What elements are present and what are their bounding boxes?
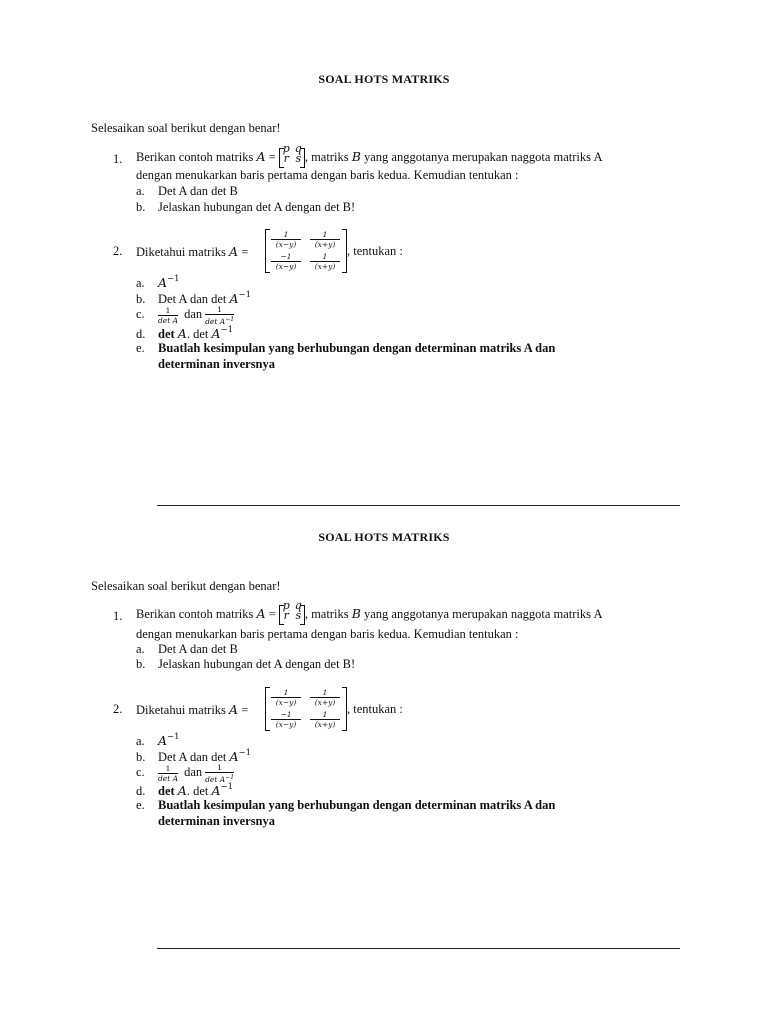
question-1-subitem-b: b. Jelaskan hubungan det A dengan det B! [136,657,356,671]
matrix-cell-s: s [295,152,302,166]
question-2-subitem-b: b. Det A dan $\det A^{-1}$ [136,748,252,764]
question-2-subitem-e-line-1: e. Buatlah kesimpulan yang berhubungan dengan determinan matriks A dan [136,798,556,812]
question-2-text-after: , tentukan : [347,244,403,258]
matrix-fraction-cell: $\frac{-1}{(x-y)}$ [271,252,301,271]
var-a: A [256,149,266,164]
matrix-a-fractions: $\frac{1}{(x-y)}$ $\frac{1}{(x+y)}$ $\frac{-1}{(x-y)}$ $\frac{1}{(x+y)}$ [265,687,347,731]
var-b: B [351,149,361,164]
question-2-subitem-d: d. det A. $\det A^{-1}$ [136,325,234,341]
page-title: SOAL HOTS MATRIKS [318,72,450,86]
worksheet-section-1 [0,0,768,470]
question-2-text-before: Diketahui matriks A = [136,244,249,259]
question-1-text-after: yang anggotanya merupakan naggota matriks A [360,150,603,164]
question-2-subitem-d: d. det A. $\det A^{-1}$ [136,782,234,798]
matrix-fraction-cell: $\frac{1}{(x+y)}$ [310,230,340,249]
matrix-fraction-cell: $\frac{1}{(x+y)}$ [310,252,340,271]
question-2-subitem-b: b. Det A dan $\det A^{-1}$ [136,290,252,306]
matrix-fraction-cell: $\frac{1}{(x-y)}$ [271,230,301,249]
question-2-subitem-c: c. $\frac{1}{\text{det A}}$ dan $\frac{1}{\det A^{-1}}$ [136,763,235,784]
question-2-subitem-a: a. $A^{-1}$ [136,274,180,290]
question-1-number: 1. [113,152,123,166]
fraction-one-over-det-a: $\frac{1}{\text{det A}}$ [158,306,179,325]
question-1-line-2: dengan menukarkan baris pertama dengan baris kedua. Kemudian tentukan : [136,627,519,641]
question-2-subitem-a: a. $A^{-1}$ [136,732,180,748]
question-2-subitem-c: c. $\frac{1}{\text{det A}}$ dan $\frac{1}{\det A^{-1}}$ [136,305,235,326]
worksheet-section-2: SOAL HOTS MATRIKS Selesaikan soal berikut dengan benar! 1. Berikan contoh matriks A = p q r s , matriks B yang anggotanya merupakan naggota matriks A dengan menukarkan baris pertama dengan baris kedua. Kemudian tentukan : a. Det A dan det B b. Jelaskan hubungan det A dengan det B! 2. Diketahui matriks A = $\frac{1}{(x-y)}$ $\frac{1}{(x+y)}$ $\frac{-1}{(x-y)}$ $\frac{1}{(x+y)}$ , tentukan : a. $A^{-1}$ b. Det A dan $\det A^{-1}$ c. $\frac{1}{\text{det A}}$ dan $\frac{1}{\det A^{-1}}$ d. det A. $\det A^{-1}$ e. Buatlah kesimpulan yang berhubungan dengan determinan matriks A dan determinan inversnya [0,458,768,928]
question-2-subitem-e-line-2: determinan inversnya [158,814,276,828]
equals-sign: = [265,150,279,164]
question-1-text-before: Berikan contoh matriks [136,150,257,164]
fraction-one-over-det-a-inverse: $\frac{1}{\det A^{-1}}$ [205,305,235,326]
question-1-line-1: Berikan contoh matriks A = p q r s , matriks B yang anggotanya merupakan naggota matriks A [136,603,602,625]
question-1-subitem-a: a. Det A dan det B [136,184,238,198]
question-1-subitem-a: a. Det A dan det B [136,642,238,656]
matrix-cell-r: r [283,152,289,166]
question-1-subitem-b: b. Jelaskan hubungan det A dengan det B! [136,200,356,214]
section-divider [157,948,680,949]
instruction-text: Selesaikan soal berikut dengan benar! [91,579,281,593]
question-1-text-middle: , matriks [304,150,352,164]
instruction-text: Selesaikan soal berikut dengan benar! [91,121,281,135]
matrix-a-fractions [265,229,347,273]
question-1-line-2: dengan menukarkan baris pertama dengan baris kedua. Kemudian tentukan : [136,168,519,182]
question-1-number: 1. [113,609,123,623]
matrix-a-pqrs: p q r s [279,605,305,625]
matrix-a-pqrs [279,142,305,168]
matrix-cell-p: p [282,142,290,156]
question-2-number: 2. [113,702,123,716]
question-2-number: 2. [113,244,123,258]
matrix-cell-q: q [294,142,302,156]
question-2-subitem-e-line-1: e. Buatlah kesimpulan yang berhubungan dengan determinan matriks A dan [136,341,556,355]
page-title: SOAL HOTS MATRIKS [318,530,450,544]
question-2-subitem-e-line-2: determinan inversnya [158,357,276,371]
question-1-line-1 [136,142,603,168]
